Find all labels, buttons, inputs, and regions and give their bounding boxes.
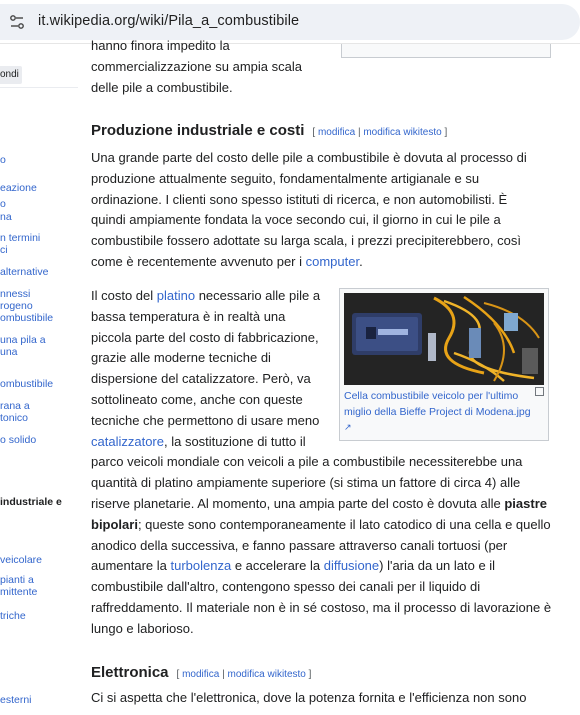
toc-item[interactable]: o solido [0, 434, 37, 446]
section-heading-produzione [91, 122, 447, 139]
fragment-line: delle pile a combustibile. [91, 79, 233, 95]
toc-item[interactable]: rogeno [0, 300, 33, 312]
paragraph-text: Il costo del [91, 288, 157, 303]
figure-caption [344, 389, 544, 436]
link-platino[interactable]: platino [156, 288, 196, 303]
toc-toggle-button[interactable]: ondi [0, 66, 22, 84]
edit-link[interactable]: modifica [317, 127, 356, 138]
toc-item[interactable]: mittente [0, 586, 38, 598]
fragment-line: hanno finora impedito la [91, 38, 230, 53]
paragraph-text: ) l'aria da un lato e il combustibile dall'altro, contengono spesso dei canali per il liquido di raffreddamento. Il materiale non è in sé costoso, ma il processo di lavorazione è lungo e laborioso. [91, 558, 552, 636]
toc-item[interactable]: triche [0, 610, 26, 622]
enlarge-icon[interactable] [535, 387, 544, 396]
address-bar[interactable] [0, 4, 580, 40]
toc-item[interactable]: una pila a [0, 334, 46, 346]
toc-item[interactable]: nnessi [0, 288, 31, 300]
toc-item[interactable]: ci [0, 244, 8, 256]
toc-item[interactable]: eazione [0, 182, 37, 194]
previous-paragraph-fragment [91, 36, 321, 98]
toc-item[interactable]: una [0, 346, 18, 358]
toc-item[interactable]: tonico [0, 412, 29, 424]
toc-item[interactable]: o [0, 198, 6, 210]
paragraph-text: necessario alle pile a bassa temperatura è in realtà una piccola parte del costo di fabbricazione, grazie alle moderne tecniche di dispersione del catalizzatore. Però, va sottolineato come, anche con queste tecniche che permettono di usare meno [91, 288, 321, 428]
url-text[interactable]: it.wikipedia.org/wiki/Pila_a_combustibile [38, 13, 300, 29]
toc-item[interactable]: pianti a [0, 574, 34, 586]
section-title: Elettronica [91, 664, 169, 681]
edit-bracket: ] [441, 127, 448, 138]
fuel-cell-vehicle-image[interactable] [344, 293, 544, 385]
paragraph-costs [91, 148, 539, 273]
paragraph-text: ; queste sono contemporaneamente il lato catodico di una cella e quello anodico della successiva, e fanno passare attraverso canali tortuosi (per aumentare la [91, 516, 551, 574]
toc-item[interactable]: ombustibile [0, 378, 54, 390]
figure-thumbnail [339, 288, 549, 441]
toc-item[interactable]: alternative [0, 266, 49, 278]
toc-item[interactable]: n termini [0, 232, 41, 244]
toc-item[interactable]: esterni [0, 694, 32, 706]
edit-section-links [177, 669, 312, 680]
link-turbolenza[interactable]: turbolenza [170, 558, 232, 574]
link-computer[interactable]: computer [305, 253, 360, 269]
figure-caption-link[interactable]: Cella combustibile veicolo per l'ultimo miglio della Bieffe Project di Modena.jpg [344, 390, 531, 418]
edit-bracket: ] [305, 669, 312, 680]
edit-wikitext-link[interactable]: modifica wikitesto [227, 669, 306, 680]
edit-link[interactable]: modifica [182, 669, 220, 680]
edit-bracket: [ [176, 669, 183, 680]
paragraph-electronics: Ci si aspetta che l'elettronica, dove la potenza fornita e l'efficienza non sono [91, 690, 527, 705]
external-link-icon: ↗ [344, 422, 352, 432]
edit-separator: | [355, 127, 364, 138]
toc-item[interactable]: rana a [0, 400, 30, 412]
paragraph-platinum [91, 286, 561, 640]
toc-item[interactable]: o [0, 154, 6, 166]
edit-wikitext-link[interactable]: modifica wikitesto [363, 127, 442, 138]
table-of-contents [0, 44, 78, 715]
bold-term-piastre-bipolari: piastre bipolari [91, 495, 547, 532]
toc-item[interactable]: veicolare [0, 554, 43, 566]
paragraph-text: e accelerare la [231, 558, 324, 574]
edit-bracket: [ [312, 127, 318, 138]
link-diffusione[interactable]: diffusione [323, 558, 380, 574]
paragraph-text: , la sostituzione di tutto il parco veicoli mondiale con veicoli a pile a combustibile necessiterebbe una quantità di platino ampiamente superiore (si stima un fattore di circa 4) alle riserve planetarie. Al momento, una ampia parte del costo è dovuta alle [91, 433, 523, 511]
article-content [91, 38, 561, 715]
toc-item[interactable]: na [0, 211, 12, 223]
paragraph-text: . [359, 253, 363, 269]
edit-section-links [312, 127, 447, 138]
infobox-bottom-edge [341, 44, 551, 58]
paragraph-text: Una grande parte del costo delle pile a combustibile è dovuta al processo di produzione attualmente seguito, fondamentalmente artigianale e su ordinazione. I clienti sono spesso istituti di ricerca, e non automobilisti. È quindi ampiamente fondata la voce secondo cui, il giorno in cui le pile a combustibile fossero adottate su larga scala, i prezzi precipiterebbero, così come è recentemente avvenuto per i [91, 150, 527, 269]
edit-separator: | [219, 669, 228, 680]
toc-item[interactable]: industriale e [0, 496, 62, 508]
site-info-icon[interactable] [8, 13, 26, 31]
fragment-line: commercializzazione su ampia scala [91, 58, 302, 74]
toc-item[interactable]: ombustibile [0, 312, 54, 324]
link-catalizzatore[interactable]: catalizzatore [91, 433, 164, 449]
section-heading-elettronica [91, 664, 311, 681]
section-title: Produzione industriale e costi [91, 122, 305, 139]
toc-divider [0, 87, 78, 88]
